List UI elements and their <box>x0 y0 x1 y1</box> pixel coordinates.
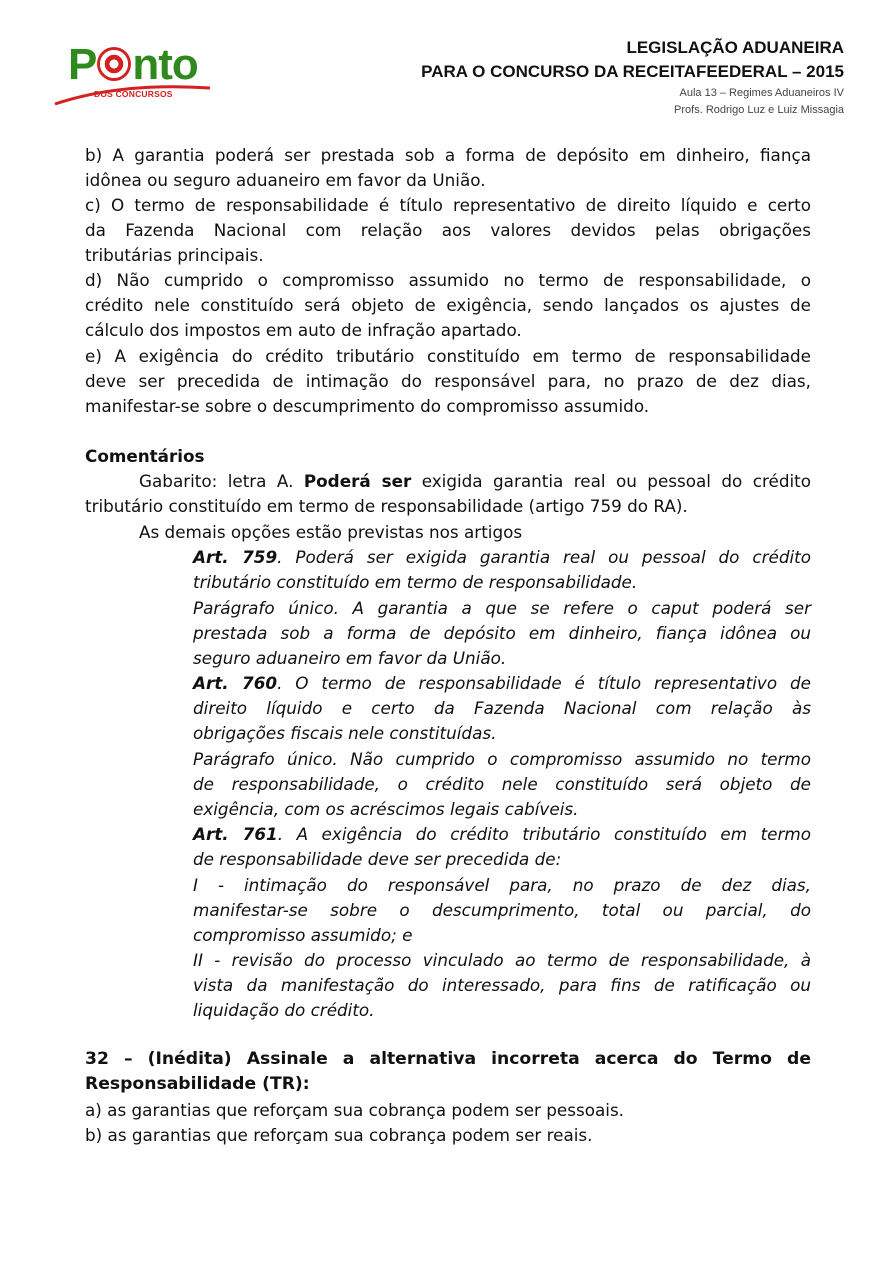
option-c-line3: tributárias principais. <box>85 245 264 265</box>
option-e-line1: e) A exigência do crédito tributário constituído em termo de responsabilidade <box>85 346 811 366</box>
art759-line2: tributário constituído em termo de responsabilidade. <box>193 572 638 592</box>
art761-item2-line2: vista da manifestação do interessado, para fins de ratificação ou <box>193 975 811 995</box>
header-lesson: Aula 13 – Regimes Aduaneiros IV <box>679 87 844 99</box>
comments-heading: Comentários <box>85 446 205 466</box>
option-d-line1: d) Não cumprido o compromisso assumido no termo de responsabilidade, o <box>85 270 811 290</box>
answer-key-line1: Gabarito: letra A. Poderá ser exigida garantia real ou pessoal do crédito <box>139 471 812 491</box>
question32-title-line1: 32 – (Inédita) Assinale a alternativa incorreta acerca do Termo de <box>85 1049 811 1069</box>
art761-item2-line3: liquidação do crédito. <box>193 1000 375 1020</box>
art761-item1-line1: I - intimação do responsável para, no prazo de dez dias, <box>193 875 811 895</box>
art759-paragraph-line1: Parágrafo único. A garantia a que se refere o caput poderá ser <box>193 598 811 618</box>
art760-line2: direito líquido e certo da Fazenda Nacional com relação às <box>193 698 811 718</box>
art759-paragraph-line2: prestada sob a forma de depósito em dinheiro, fiança idônea ou <box>193 623 811 643</box>
question32-title-line2: Responsabilidade (TR): <box>85 1074 310 1094</box>
art760-paragraph-line1: Parágrafo único. Não cumprido o compromisso assumido no termo <box>193 749 811 769</box>
art760-paragraph-line2: de responsabilidade, o crédito nele constituído será objeto de <box>193 774 811 794</box>
art761-line2: de responsabilidade deve ser precedida de: <box>193 849 562 869</box>
option-d-line2: crédito nele constituído será objeto de exigência, sendo lançados os ajustes de <box>85 295 811 315</box>
logo-wordmark: P nto <box>68 40 198 89</box>
option-e-line3: manifestar-se sobre o descumprimento do compromisso assumido. <box>85 396 650 416</box>
art760-line3: obrigações fiscais nele constituídas. <box>193 723 497 743</box>
art759-paragraph-line3: seguro aduaneiro em favor da União. <box>193 648 507 668</box>
header-course: PARA O CONCURSO DA RECEITAFEEDERAL – 2015 <box>421 62 844 81</box>
option-b-line2: idônea ou seguro aduaneiro em favor da União. <box>85 170 486 190</box>
option-c-line1: c) O termo de responsabilidade é título representativo de direito líquido e certo <box>85 195 811 215</box>
art760-paragraph-line3: exigência, com os acréscimos legais cabíveis. <box>193 799 579 819</box>
art759-line1: Art. 759. Poderá ser exigida garantia real ou pessoal do crédito <box>193 547 811 567</box>
art760-line1: Art. 760. O termo de responsabilidade é título representativo de <box>193 673 811 693</box>
question32-option-b: b) as garantias que reforçam sua cobrança podem ser reais. <box>85 1125 593 1145</box>
option-b-line1: b) A garantia poderá ser prestada sob a forma de depósito em dinheiro, fiança <box>85 145 811 165</box>
art761-item2-line1: II - revisão do processo vinculado ao termo de responsabilidade, à <box>193 950 811 970</box>
art761-line1: Art. 761. A exigência do crédito tributário constituído em termo <box>193 824 811 844</box>
option-d-line3: cálculo dos impostos em auto de infração apartado. <box>85 320 522 340</box>
target-icon <box>97 47 131 81</box>
logo-tagline: DOS CONCURSOS <box>94 89 173 99</box>
art761-item1-line3: compromisso assumido; e <box>193 925 413 945</box>
question32-option-a: a) as garantias que reforçam sua cobrança podem ser pessoais. <box>85 1100 625 1120</box>
logo <box>50 40 220 110</box>
option-e-line2: deve ser precedida de intimação do responsável para, no prazo de dez dias, <box>85 371 811 391</box>
header-subject: LEGISLAÇÃO ADUANEIRA <box>626 38 844 57</box>
answer-key-line2: tributário constituído em termo de responsabilidade (artigo 759 do RA). <box>85 496 688 516</box>
header-authors: Profs. Rodrigo Luz e Luiz Missagia <box>674 104 844 116</box>
option-c-line2: da Fazenda Nacional com relação aos valores devidos pelas obrigações <box>85 220 811 240</box>
art761-item1-line2: manifestar-se sobre o descumprimento, total ou parcial, do <box>193 900 811 920</box>
other-options-intro: As demais opções estão previstas nos artigos <box>139 522 523 542</box>
